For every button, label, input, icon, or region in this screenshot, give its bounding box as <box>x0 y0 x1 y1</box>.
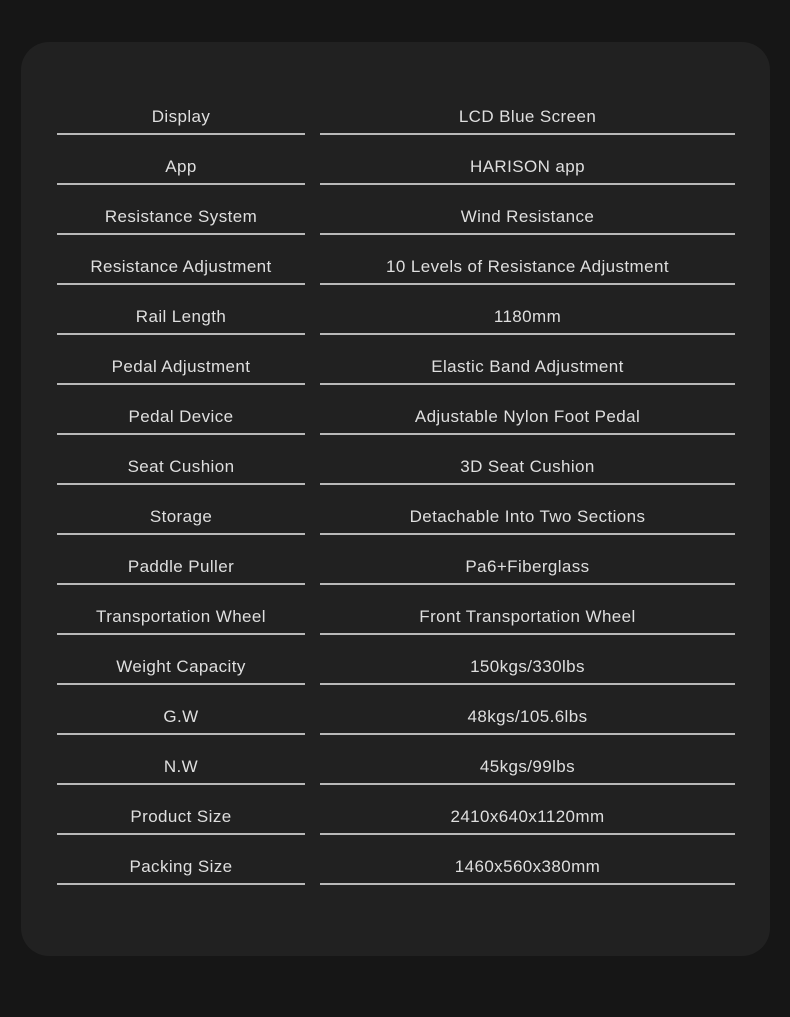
spec-label-cell <box>57 835 305 885</box>
spec-value: LCD Blue Screen <box>320 107 735 135</box>
spec-value: 48kgs/105.6lbs <box>320 707 735 735</box>
spec-row <box>21 585 770 635</box>
spec-label: Product Size <box>57 807 305 835</box>
spec-label: Weight Capacity <box>57 657 305 685</box>
spec-row <box>21 735 770 785</box>
spec-value: Front Transportation Wheel <box>320 607 735 635</box>
spec-label: Packing Size <box>57 857 305 885</box>
spec-label: Paddle Puller <box>57 557 305 585</box>
spec-row <box>21 385 770 435</box>
spec-label-cell <box>57 635 305 685</box>
spec-value: 1180mm <box>320 307 735 335</box>
spec-value-cell <box>320 85 735 135</box>
spec-label: Display <box>57 107 305 135</box>
spec-table <box>21 85 770 885</box>
spec-label: Storage <box>57 507 305 535</box>
spec-label-cell <box>57 335 305 385</box>
spec-value: 150kgs/330lbs <box>320 657 735 685</box>
spec-label: G.W <box>57 707 305 735</box>
spec-row <box>21 835 770 885</box>
spec-row <box>21 235 770 285</box>
spec-label-cell <box>57 285 305 335</box>
spec-value-cell <box>320 635 735 685</box>
spec-label: Rail Length <box>57 307 305 335</box>
spec-row <box>21 335 770 385</box>
spec-label-cell <box>57 235 305 285</box>
spec-row <box>21 785 770 835</box>
spec-value-cell <box>320 535 735 585</box>
spec-value-cell <box>320 185 735 235</box>
spec-label-cell <box>57 185 305 235</box>
spec-value-cell <box>320 335 735 385</box>
spec-value-cell <box>320 235 735 285</box>
spec-row <box>21 135 770 185</box>
spec-value: HARISON app <box>320 157 735 185</box>
spec-label: Pedal Device <box>57 407 305 435</box>
spec-value-cell <box>320 285 735 335</box>
spec-label-cell <box>57 685 305 735</box>
spec-value-cell <box>320 135 735 185</box>
spec-value-cell <box>320 685 735 735</box>
spec-label: Transportation Wheel <box>57 607 305 635</box>
spec-value: Wind Resistance <box>320 207 735 235</box>
spec-value: 10 Levels of Resistance Adjustment <box>320 257 735 285</box>
spec-row <box>21 635 770 685</box>
spec-value-cell <box>320 385 735 435</box>
spec-value: Elastic Band Adjustment <box>320 357 735 385</box>
spec-value: 3D Seat Cushion <box>320 457 735 485</box>
spec-card <box>21 42 770 956</box>
spec-label-cell <box>57 435 305 485</box>
spec-row <box>21 485 770 535</box>
spec-value-cell <box>320 835 735 885</box>
spec-value: Detachable Into Two Sections <box>320 507 735 535</box>
spec-row <box>21 685 770 735</box>
spec-value-cell <box>320 585 735 635</box>
spec-label: Resistance System <box>57 207 305 235</box>
spec-label-cell <box>57 85 305 135</box>
spec-label: Pedal Adjustment <box>57 357 305 385</box>
spec-label-cell <box>57 585 305 635</box>
spec-label-cell <box>57 135 305 185</box>
spec-label-cell <box>57 785 305 835</box>
spec-row <box>21 285 770 335</box>
spec-row <box>21 535 770 585</box>
spec-label-cell <box>57 735 305 785</box>
spec-row <box>21 185 770 235</box>
spec-value-cell <box>320 785 735 835</box>
spec-label-cell <box>57 385 305 435</box>
spec-value: 45kgs/99lbs <box>320 757 735 785</box>
spec-value-cell <box>320 735 735 785</box>
spec-value-cell <box>320 485 735 535</box>
spec-value: Pa6+Fiberglass <box>320 557 735 585</box>
spec-label-cell <box>57 535 305 585</box>
spec-row <box>21 435 770 485</box>
spec-value: 2410x640x1120mm <box>320 807 735 835</box>
spec-row <box>21 85 770 135</box>
spec-value-cell <box>320 435 735 485</box>
spec-label-cell <box>57 485 305 535</box>
spec-value: 1460x560x380mm <box>320 857 735 885</box>
spec-label: App <box>57 157 305 185</box>
spec-value: Adjustable Nylon Foot Pedal <box>320 407 735 435</box>
spec-label: Seat Cushion <box>57 457 305 485</box>
spec-label: Resistance Adjustment <box>57 257 305 285</box>
spec-label: N.W <box>57 757 305 785</box>
